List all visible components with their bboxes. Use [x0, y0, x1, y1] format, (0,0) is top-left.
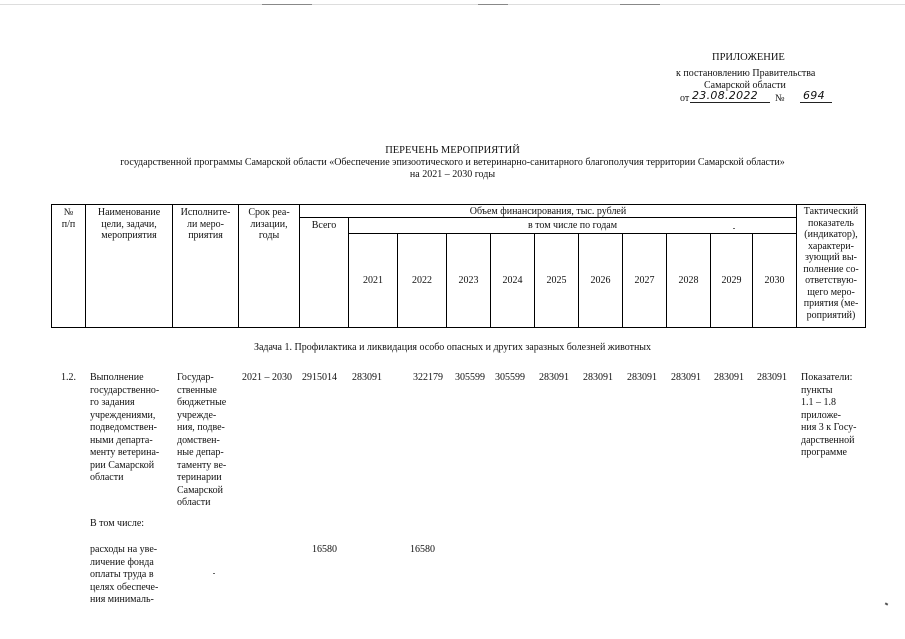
appendix-number: 694	[803, 89, 825, 102]
row-value-2025: 283091	[539, 372, 569, 383]
row-value-2021: 283091	[352, 372, 382, 383]
row-indicator: Показатели: пункты 1.1 – 1.8 приложе- ния 3 к Госу- дарственной программе	[801, 372, 857, 458]
col-executor-header: Исполните- ли меро- приятия	[180, 207, 231, 241]
appendix-line2: Самарской области	[704, 80, 786, 91]
year-header-2023: 2023	[458, 275, 479, 286]
year-header-2030: 2030	[764, 275, 785, 286]
row-value-2030: 283091	[757, 372, 787, 383]
row-name: Выполнение государственно- го задания учреждениями, подведомствен- ными департа- менту ветерина- рии Самарской области	[90, 372, 160, 483]
date-underline	[690, 102, 770, 103]
row-value-2029: 283091	[714, 372, 744, 383]
col-no-header: № п/п	[61, 207, 76, 230]
year-header-2028: 2028	[678, 275, 699, 286]
scan-artifact-dash	[620, 4, 660, 5]
sub-row-name: расходы на уве- личение фонда оплаты труда в целях обеспече- ния минималь-	[90, 544, 159, 605]
row-value-2026: 283091	[583, 372, 613, 383]
row-executor: Государ- ственные бюджетные учрежде- ния, подве- домствен- ные депар- таменту ве- теринарии Самарской области	[177, 372, 227, 508]
appendix-date: 23.08.2022	[692, 89, 758, 102]
divider	[348, 233, 796, 234]
doc-title-line2: государственной программы Самарской области «Обеспечение эпизоотического и ветеринарно-санитарного благополучия территории Самарской области»	[120, 157, 785, 168]
row-value-2028: 283091	[671, 372, 701, 383]
year-header-2024: 2024	[502, 275, 523, 286]
task-heading: Задача 1. Профилактика и ликвидация особо опасных и других заразных болезней животных	[253, 342, 652, 353]
row-value-2022: 322179	[413, 372, 443, 383]
number-underline	[800, 102, 832, 103]
year-header-2021: 2021	[363, 275, 383, 286]
scan-artifact-line	[0, 4, 905, 5]
col-indicator-header: Тактический показатель (индикатор), характери- зующий вы- полнение со- ответствую- щего меро- приятия (ме- роприятий)	[803, 206, 859, 321]
sub-row-total: 16580	[312, 544, 337, 555]
year-header-2029: 2029	[721, 275, 742, 286]
scan-artifact-dash	[262, 4, 312, 5]
year-header-2025: 2025	[546, 275, 567, 286]
scan-speck	[885, 602, 889, 605]
row-value-2023: 305599	[455, 372, 485, 383]
year-header-2026: 2026	[590, 275, 611, 286]
funding-header: Объем финансирования, тыс. рублей	[469, 206, 627, 217]
year-header-2027: 2027	[634, 275, 655, 286]
scan-speck	[213, 573, 215, 574]
scan-speck	[733, 228, 735, 229]
row-total: 2915014	[302, 372, 337, 383]
row-value-2024: 305599	[495, 372, 525, 383]
col-term-header: Срок реа- лизации, годы	[248, 207, 290, 241]
col-name-header: Наименование цели, задачи, мероприятия	[97, 207, 161, 241]
doc-title-line3: на 2021 – 2030 годы	[409, 169, 496, 180]
appendix-from-label: от	[680, 93, 690, 104]
appendix-title: ПРИЛОЖЕНИЕ	[712, 52, 785, 63]
total-header: Всего	[311, 220, 337, 231]
doc-title-line1: ПЕРЕЧЕНЬ МЕРОПРИЯТИЙ	[385, 145, 520, 156]
scan-artifact-dash	[478, 4, 508, 5]
row-value-2027: 283091	[627, 372, 657, 383]
row-term: 2021 – 2030	[242, 372, 292, 383]
appendix-no-label: №	[775, 93, 785, 104]
including-label: В том числе:	[90, 518, 145, 529]
sub-row-value-2022: 16580	[410, 544, 435, 555]
row-number: 1.2.	[61, 372, 76, 383]
appendix-line1: к постановлению Правительства	[676, 68, 816, 79]
by-years-header: в том числе по годам	[527, 220, 618, 231]
year-header-2022: 2022	[412, 275, 432, 286]
